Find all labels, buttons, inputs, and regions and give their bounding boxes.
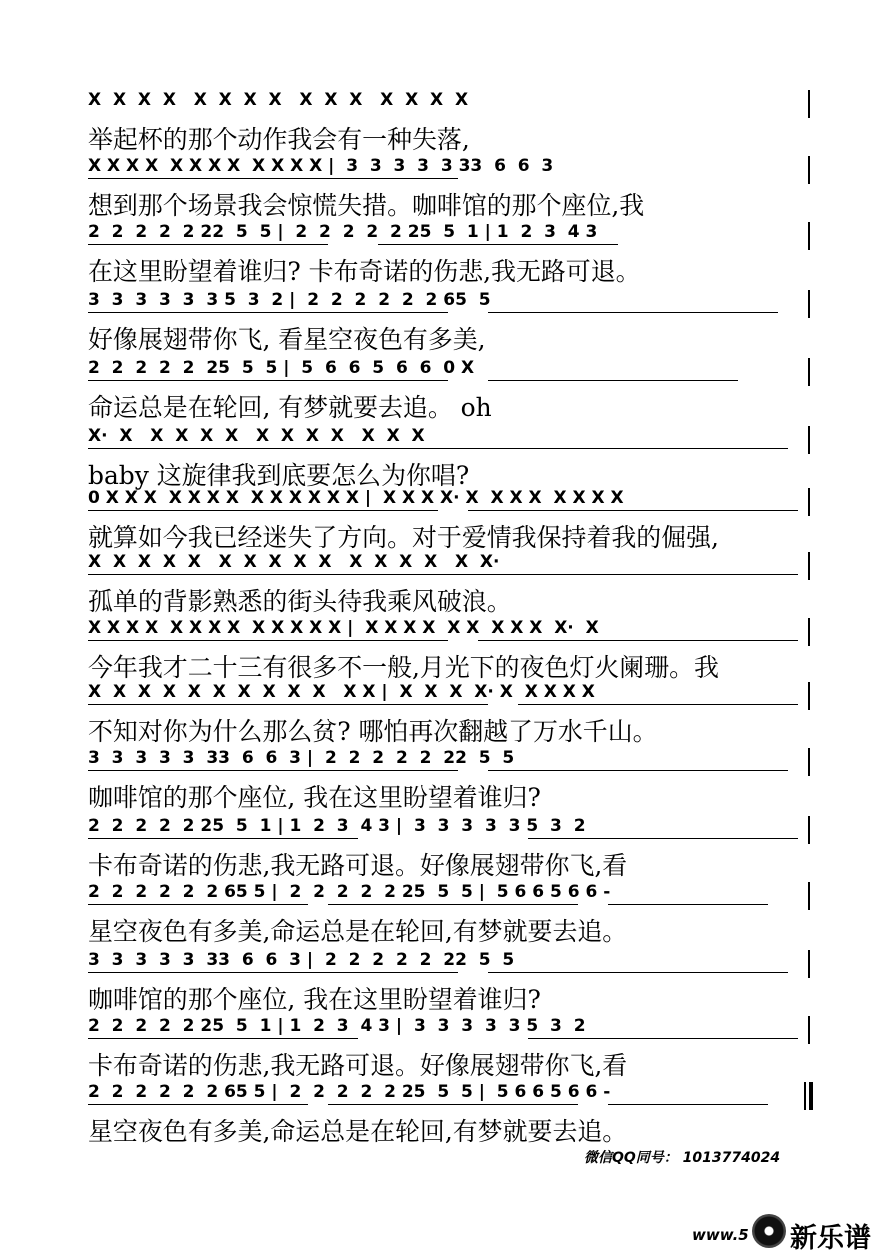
note-row: 0 X X X X X X X X X X X X X | X X X X· X X X X X X X X (88, 488, 624, 508)
lyric-row: 好像展翅带你飞, 看星空夜色有多美, (88, 325, 486, 354)
eighth-underline (88, 1104, 308, 1105)
staff-system-7 (88, 488, 818, 552)
eighth-underline (88, 640, 448, 641)
barline (808, 682, 810, 710)
note-row: 2 2 2 2 2 2 65 5 | 2 2 2 2 2 25 5 5 | 5 6 6 5 6 6 - (88, 1082, 611, 1102)
barline (808, 950, 810, 978)
note-row: X X X X X X X X X X X X X X X X· (88, 552, 500, 572)
eighth-underline (378, 244, 618, 245)
note-row: 2 2 2 2 2 22 5 5 | 2 2 2 2 2 25 5 1 | 1 2 3 4 3 (88, 222, 598, 242)
barline (808, 882, 810, 910)
staff-system-10 (88, 682, 818, 746)
lyric-row: 想到那个场景我会惊慌失措。咖啡馆的那个座位,我 (88, 191, 645, 220)
staff-system-15 (88, 1016, 818, 1080)
staff-system-14 (88, 950, 818, 1014)
staff-system-3 (88, 222, 818, 286)
eighth-underline (328, 1104, 578, 1105)
barline (808, 1016, 810, 1044)
record-logo-icon (752, 1214, 786, 1248)
note-row: X X X X X X X X X X X X X X X (88, 90, 469, 110)
eighth-underline (528, 1038, 798, 1039)
final-barline-thin (804, 1082, 806, 1110)
eighth-underline (328, 904, 578, 905)
eighth-underline (88, 704, 488, 705)
eighth-underline (608, 904, 768, 905)
lyric-row: 举起杯的那个动作我会有一种失落, (88, 125, 470, 154)
lyric-row: 命运总是在轮回, 有梦就要去追。 oh (88, 393, 492, 422)
lyric-row: 不知对你为什么那么贫? 哪怕再次翻越了万水千山。 (88, 717, 658, 746)
staff-system-5 (88, 358, 818, 422)
eighth-underline (518, 704, 798, 705)
barline (808, 290, 810, 318)
eighth-underline (488, 312, 778, 313)
note-row: 2 2 2 2 2 2 65 5 | 2 2 2 2 2 25 5 5 | 5 6 6 5 6 6 - (88, 882, 611, 902)
lyric-row: 卡布奇诺的伤悲,我无路可退。好像展翅带你飞,看 (88, 1051, 628, 1080)
brand-logo-text: 新乐谱 (790, 1223, 871, 1254)
lyric-row: 在这里盼望着谁归? 卡布奇诺的伤悲,我无路可退。 (88, 257, 641, 286)
eighth-underline (88, 1038, 358, 1039)
note-row: 3 3 3 3 3 33 6 6 3 | 2 2 2 2 2 22 5 5 (88, 748, 515, 768)
eighth-underline (88, 448, 788, 449)
note-row: 2 2 2 2 2 25 5 1 | 1 2 3 4 3 | 3 3 3 3 3 5 3 2 (88, 1016, 586, 1036)
eighth-underline (488, 972, 788, 973)
eighth-underline (88, 244, 328, 245)
lyric-row: 咖啡馆的那个座位, 我在这里盼望着谁归? (88, 783, 541, 812)
lyric-row: 今年我才二十三有很多不一般,月光下的夜色灯火阑珊。我 (88, 653, 719, 682)
lyric-row: 孤单的背影熟悉的街头待我乘风破浪。 (88, 587, 512, 616)
staff-system-4 (88, 290, 818, 354)
note-row: 2 2 2 2 2 25 5 5 | 5 6 6 5 6 6 0 X (88, 358, 475, 378)
note-row: X X X X X X X X X X X X | X X X X· X X X X X (88, 682, 595, 702)
staff-system-13 (88, 882, 818, 946)
staff-system-1 (88, 90, 818, 154)
staff-system-2 (88, 156, 818, 220)
eighth-underline (88, 904, 308, 905)
eighth-underline (88, 510, 438, 511)
note-row: 3 3 3 3 3 3 5 3 2 | 2 2 2 2 2 2 65 5 (88, 290, 491, 310)
barline (808, 488, 810, 516)
note-row: 2 2 2 2 2 25 5 1 | 1 2 3 4 3 | 3 3 3 3 3 5 3 2 (88, 816, 586, 836)
lyric-row: baby 这旋律我到底要怎么为你唱? (88, 461, 470, 490)
eighth-underline (488, 380, 738, 381)
staff-system-11 (88, 748, 818, 812)
staff-system-12 (88, 816, 818, 880)
lyric-row: 就算如今我已经迷失了方向。对于爱情我保持着我的倔强, (88, 523, 719, 552)
staff-system-9 (88, 618, 818, 682)
eighth-underline (88, 838, 358, 839)
eighth-underline (528, 838, 798, 839)
lyric-row: 咖啡馆的那个座位, 我在这里盼望着谁归? (88, 985, 541, 1014)
note-row: X X X X X X X X X X X X | 3 3 3 3 3 33 6 6 3 (88, 156, 554, 176)
barline (808, 426, 810, 454)
site-url[interactable]: www.5 (692, 1226, 749, 1244)
barline (808, 552, 810, 580)
lyric-row: 卡布奇诺的伤悲,我无路可退。好像展翅带你飞,看 (88, 851, 628, 880)
note-row: X· X X X X X X X X X X X X (88, 426, 425, 446)
barline (808, 618, 810, 646)
eighth-underline (88, 312, 448, 313)
staff-system-6 (88, 426, 818, 490)
eighth-underline (88, 380, 448, 381)
eighth-underline (88, 770, 458, 771)
eighth-underline (88, 574, 798, 575)
barline (808, 222, 810, 250)
eighth-underline (488, 770, 788, 771)
eighth-underline (468, 510, 798, 511)
eighth-underline (88, 972, 458, 973)
note-row: X X X X X X X X X X X X X | X X X X X X X X X X· X (88, 618, 599, 638)
staff-system-8 (88, 552, 818, 616)
lyric-row: 星空夜色有多美,命运总是在轮回,有梦就要去追。 (88, 917, 628, 946)
note-row: 3 3 3 3 3 33 6 6 3 | 2 2 2 2 2 22 5 5 (88, 950, 515, 970)
eighth-underline (478, 640, 798, 641)
barline (808, 358, 810, 386)
barline (808, 816, 810, 844)
staff-system-16 (88, 1082, 818, 1146)
barline (808, 748, 810, 776)
lyric-row: 星空夜色有多美,命运总是在轮回,有梦就要去追。 (88, 1117, 628, 1146)
barline (808, 90, 810, 118)
barline (808, 156, 810, 184)
contact-info: 微信QQ同号： 1013774024 (584, 1150, 781, 1166)
eighth-underline (608, 1104, 768, 1105)
eighth-underline (88, 178, 458, 179)
final-barline-thick (809, 1082, 813, 1110)
